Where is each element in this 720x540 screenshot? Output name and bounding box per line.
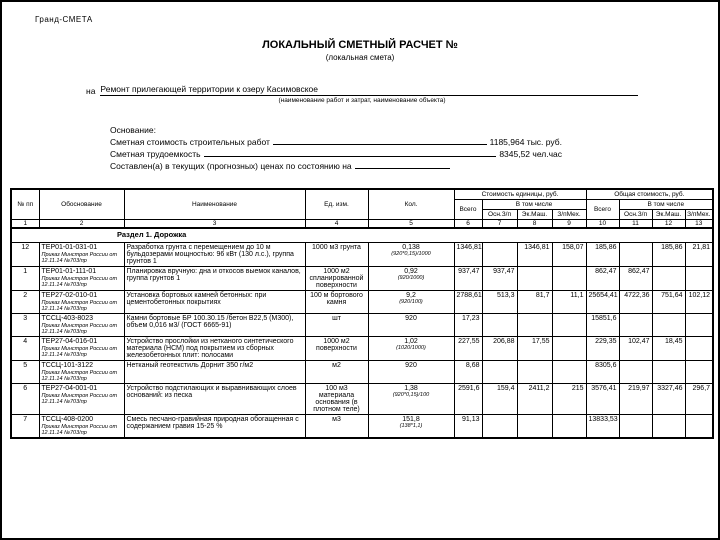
- page-subtitle: (локальная смета): [325, 53, 395, 62]
- cell-total-zpm: [685, 337, 713, 361]
- object-name: Ремонт прилегающей территории к озеру Касимовское: [100, 84, 638, 96]
- app-label: Гранд-СМЕТА: [35, 15, 93, 24]
- cell-total-em: 751,64: [652, 291, 685, 314]
- cell-unit-total: 17,23: [454, 314, 482, 337]
- cell-unit: шт: [305, 314, 368, 337]
- cell-total-ozp: [619, 314, 652, 337]
- cost-value: 1185,964 тыс. руб.: [489, 137, 562, 147]
- col-header-num: № пп: [11, 189, 39, 220]
- cell-unit-em: 2411,2: [517, 384, 552, 415]
- cell-total-ozp: 4722,36: [619, 291, 652, 314]
- cell-total-ozp: 862,47: [619, 267, 652, 291]
- cell-num: 1: [11, 267, 39, 291]
- labor-line: [110, 147, 562, 159]
- col-header-qty: Кол.: [368, 189, 454, 220]
- cell-qty: [368, 267, 454, 291]
- cell-basis: [39, 314, 124, 337]
- row-qty-formula: (920/1000): [397, 275, 425, 281]
- row-basis: Приказ Минстроя России от 12.11.14 №703/пр: [41, 370, 118, 382]
- cell-unit-em: [517, 314, 552, 337]
- row-code: ТССЦ-408-0200: [41, 416, 93, 423]
- cell-unit-total: 2591,6: [454, 384, 482, 415]
- section-row: [11, 228, 713, 243]
- row-qty-formula: (138*1,1): [399, 423, 423, 429]
- cell-unit-total: 1346,81: [454, 243, 482, 267]
- cell-unit-zpm: [552, 267, 586, 291]
- col-number: 5: [368, 220, 454, 229]
- cell-basis: [39, 243, 124, 267]
- cell-name: Планировка вручную: дна и откосов выемок каналов, группа грунтов 1: [124, 267, 305, 291]
- col-header-name: Наименование: [124, 189, 305, 220]
- cell-qty: [368, 415, 454, 439]
- cell-unit-em: 81,7: [517, 291, 552, 314]
- col-number: 1: [11, 220, 39, 229]
- cell-unit-ozp: 937,47: [482, 267, 517, 291]
- cell-num: 5: [11, 361, 39, 384]
- cell-unit-zpm: [552, 314, 586, 337]
- cell-total-em: 185,86: [652, 243, 685, 267]
- cell-total-ozp: 102,47: [619, 337, 652, 361]
- col-number: 7: [482, 220, 517, 229]
- row-code: ТЕР27-04-001-01: [41, 385, 98, 392]
- col-header-total-ozp: Осн.З/п: [619, 210, 652, 220]
- row-basis: Приказ Минстроя России от 12.11.14 №703/пр: [41, 276, 118, 288]
- cell-unit-total: 8,68: [454, 361, 482, 384]
- row-basis: Приказ Минстроя России от 12.11.14 №703/пр: [41, 300, 118, 312]
- cell-qty: [368, 384, 454, 415]
- row-code: ТЕР27-04-016-01: [41, 338, 98, 345]
- cell-unit-zpm: [552, 337, 586, 361]
- cell-qty: [368, 361, 454, 384]
- cell-total: 8305,6: [586, 361, 619, 384]
- cell-total: 862,47: [586, 267, 619, 291]
- cell-name: Разработка грунта с перемещением до 10 м бульдозерами мощностью: 96 кВт (130 л.с.), группа грунтов 1: [124, 243, 305, 267]
- cell-name: Камни бортовые БР 100.30.15 /бетон В22,5 (М300), объем 0,016 м3/ (ГОСТ 6665-91): [124, 314, 305, 337]
- cell-unit-em: [517, 415, 552, 439]
- cell-basis: [39, 415, 124, 439]
- cost-label: Сметная стоимость строительных работ: [110, 137, 270, 147]
- col-header-total-em: Эк.Маш.: [652, 210, 685, 220]
- row-qty-value: 1,38: [404, 385, 418, 392]
- cell-unit-em: 17,55: [517, 337, 552, 361]
- row-code: ТЕР01-01-111-01: [41, 268, 97, 275]
- cell-unit: 100 м3 материала основания (в плотном теле): [305, 384, 368, 415]
- cell-unit-total: 227,55: [454, 337, 482, 361]
- col-number: 6: [454, 220, 482, 229]
- row-qty-formula: (920*0,15)/100: [392, 392, 430, 398]
- estimate-table: [10, 188, 714, 439]
- row-basis: Приказ Минстроя России от 12.11.14 №703/пр: [41, 252, 118, 264]
- col-header-unit-ozp: Осн.З/п: [482, 210, 517, 220]
- cell-unit-em: [517, 267, 552, 291]
- cell-total-zpm: 102,12: [685, 291, 713, 314]
- cell-num: 6: [11, 384, 39, 415]
- row-qty-value: 0,92: [404, 268, 418, 275]
- table-row: [11, 415, 713, 439]
- cell-num: 3: [11, 314, 39, 337]
- row-qty-formula: (920*0,15)/1000: [391, 251, 431, 257]
- col-group-total-cost: Общая стоимость, руб.: [586, 189, 713, 200]
- cell-unit-zpm: 215: [552, 384, 586, 415]
- object-line: [86, 84, 638, 96]
- cell-total-ozp: [619, 415, 652, 439]
- col-number: 2: [39, 220, 124, 229]
- cell-num: 12: [11, 243, 39, 267]
- table-body: [11, 220, 713, 439]
- table-row: [11, 361, 713, 384]
- object-prefix: на: [86, 86, 96, 96]
- row-qty-value: 9,2: [406, 292, 416, 299]
- col-number: 9: [552, 220, 586, 229]
- table-row: [11, 243, 713, 267]
- cell-total-zpm: [685, 267, 713, 291]
- cell-unit: 1000 м2 поверхности: [305, 337, 368, 361]
- cell-unit-zpm: 158,07: [552, 243, 586, 267]
- cell-unit-ozp: [482, 415, 517, 439]
- cell-name: Устройство прослойки из нетканого синтетического материала (НСМ) под покрытием из сборных железобетонных плит: полосами: [124, 337, 305, 361]
- cell-unit-ozp: 513,3: [482, 291, 517, 314]
- col-header-unit-total: Всего: [454, 200, 482, 220]
- cell-unit-ozp: [482, 361, 517, 384]
- cell-unit-zpm: 11,1: [552, 291, 586, 314]
- row-basis: Приказ Минстроя России от 12.11.14 №703/пр: [41, 393, 118, 405]
- col-header-total-total: Всего: [586, 200, 619, 220]
- col-header-unit-zpm: З/пМех.: [552, 210, 586, 220]
- underline-fill: [273, 144, 487, 145]
- compiled-line: [110, 159, 562, 171]
- cell-num: 7: [11, 415, 39, 439]
- cost-line: [110, 135, 562, 147]
- cell-total: 25654,41: [586, 291, 619, 314]
- cell-unit: 100 м бортового камня: [305, 291, 368, 314]
- page-title: ЛОКАЛЬНЫЙ СМЕТНЫЙ РАСЧЕТ №: [262, 39, 458, 51]
- col-header-unit: Ед. изм.: [305, 189, 368, 220]
- row-qty-value: 151,8: [402, 416, 420, 423]
- cell-total-ozp: [619, 243, 652, 267]
- cell-unit-em: 1346,81: [517, 243, 552, 267]
- cell-total-ozp: [619, 361, 652, 384]
- cell-total-em: [652, 267, 685, 291]
- row-code: ТССЦ-403-8023: [41, 315, 93, 322]
- cell-unit-ozp: [482, 314, 517, 337]
- cell-unit-total: 2788,61: [454, 291, 482, 314]
- cell-unit-em: [517, 361, 552, 384]
- cell-total-em: 3327,46: [652, 384, 685, 415]
- table-row: [11, 384, 713, 415]
- section-title: Раздел 1. Дорожка: [11, 228, 713, 243]
- cell-basis: [39, 361, 124, 384]
- cell-unit-ozp: 206,88: [482, 337, 517, 361]
- object-caption: (наименование работ и затрат, наименование объекта): [278, 97, 446, 104]
- cell-basis: [39, 291, 124, 314]
- cell-total-em: [652, 361, 685, 384]
- cell-qty: [368, 291, 454, 314]
- row-qty-formula: (1020/1000): [396, 345, 426, 351]
- cell-basis: [39, 384, 124, 415]
- cell-total-zpm: [685, 314, 713, 337]
- col-number: 8: [517, 220, 552, 229]
- labor-value: 8345,52 чел.час: [499, 149, 562, 159]
- row-qty-formula: (920/100): [399, 299, 423, 305]
- cell-total-zpm: [685, 361, 713, 384]
- col-header-unit-em: Эк.Маш.: [517, 210, 552, 220]
- row-code: ТССЦ-101-3122: [41, 362, 93, 369]
- col-number: 3: [124, 220, 305, 229]
- cell-unit: м2: [305, 361, 368, 384]
- col-number: 10: [586, 220, 619, 229]
- cell-unit: 1000 м2 спланированной поверхности: [305, 267, 368, 291]
- cell-unit-zpm: [552, 415, 586, 439]
- cell-total: 15851,6: [586, 314, 619, 337]
- row-qty-value: 920: [405, 315, 417, 322]
- underline-fill: [355, 168, 450, 169]
- col-header-total-zpm: З/пМех.: [685, 210, 713, 220]
- col-numbers-row: [11, 220, 713, 229]
- row-basis: Приказ Минстроя России от 12.11.14 №703/пр: [41, 346, 118, 358]
- cell-total-zpm: 296,7: [685, 384, 713, 415]
- col-number: 4: [305, 220, 368, 229]
- col-number: 11: [619, 220, 652, 229]
- cell-total-em: [652, 415, 685, 439]
- table-row: [11, 314, 713, 337]
- cell-name: Устройство подстилающих и выравнивающих слоев оснований: из песка: [124, 384, 305, 415]
- cell-total: 3576,41: [586, 384, 619, 415]
- col-number: 13: [685, 220, 713, 229]
- underline-fill: [204, 156, 497, 157]
- row-basis: Приказ Минстроя России от 12.11.14 №703/пр: [41, 424, 118, 436]
- cell-unit: 1000 м3 грунта: [305, 243, 368, 267]
- cell-total-zpm: [685, 415, 713, 439]
- cell-basis: [39, 267, 124, 291]
- row-code: ТЕР27-02-010-01: [41, 292, 98, 299]
- cell-unit-zpm: [552, 361, 586, 384]
- labor-label: Сметная трудоемкость: [110, 149, 201, 159]
- col-header-total-including: В том числе: [619, 200, 713, 210]
- col-number: 12: [652, 220, 685, 229]
- cell-name: Смесь песчано-гравийная природная обогащенная с содержанием гравия 15-25 %: [124, 415, 305, 439]
- cell-qty: [368, 243, 454, 267]
- cell-qty: [368, 337, 454, 361]
- table-row: [11, 291, 713, 314]
- cell-num: 4: [11, 337, 39, 361]
- table-row: [11, 337, 713, 361]
- cell-qty: [368, 314, 454, 337]
- row-basis: Приказ Минстроя России от 12.11.14 №703/пр: [41, 323, 118, 335]
- cell-unit-total: 937,47: [454, 267, 482, 291]
- cell-name: Установка бортовых камней бетонных: при цементобетонных покрытиях: [124, 291, 305, 314]
- cell-total-zpm: 21,81: [685, 243, 713, 267]
- row-qty-value: 0,138: [402, 244, 420, 251]
- table-row: [11, 267, 713, 291]
- cell-num: 2: [11, 291, 39, 314]
- col-group-unit-cost: Стоимость единицы, руб.: [454, 189, 586, 200]
- basis-block: [110, 123, 562, 171]
- cell-name: Нетканый геотекстиль Дорнит 350 г/м2: [124, 361, 305, 384]
- row-qty-value: 1,02: [404, 338, 418, 345]
- row-qty-value: 920: [405, 362, 417, 369]
- col-header-unit-including: В том числе: [482, 200, 586, 210]
- row-code: ТЕР01-01-031-01: [41, 244, 98, 251]
- table-header: [11, 189, 713, 220]
- cell-total: 13833,53: [586, 415, 619, 439]
- cell-unit-ozp: [482, 243, 517, 267]
- cell-unit-ozp: 159,4: [482, 384, 517, 415]
- cell-total-em: 18,45: [652, 337, 685, 361]
- cell-unit-total: 91,13: [454, 415, 482, 439]
- cell-total-em: [652, 314, 685, 337]
- cell-total: 229,35: [586, 337, 619, 361]
- cell-total-ozp: 219,97: [619, 384, 652, 415]
- compiled-label: Составлен(а) в текущих (прогнозных) ценах по состоянию на: [110, 161, 352, 171]
- cell-total: 185,86: [586, 243, 619, 267]
- cell-basis: [39, 337, 124, 361]
- col-header-basis: Обоснование: [39, 189, 124, 220]
- cell-unit: м3: [305, 415, 368, 439]
- basis-label: Основание:: [110, 125, 156, 135]
